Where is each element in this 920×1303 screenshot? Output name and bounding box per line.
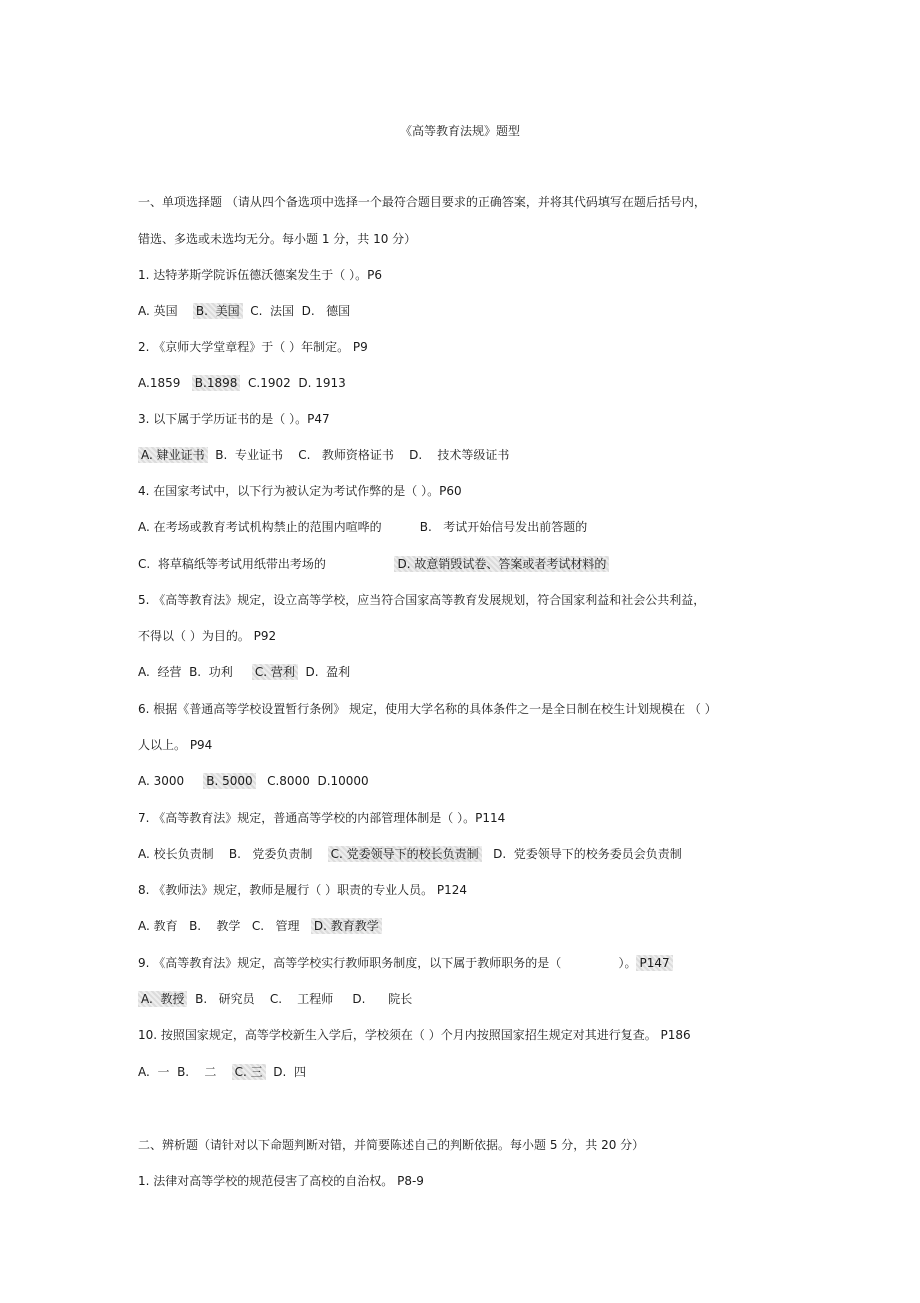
document-title: 《高等教育法规》题型 [399, 124, 520, 138]
option-text: C. 法国 D. 德国 [242, 304, 351, 318]
question-6-options [138, 773, 369, 789]
question-10-stem: 10. 按照国家规定，高等学校新生入学后，学校须在（ ）个月内按照国家招生规定对其进行复查。 P186 [138, 1028, 691, 1042]
question-4-options-line1 [138, 519, 587, 535]
question-1-stem: 1. 达特茅斯学院诉伍德沃德案发生于（ ）。P6 [138, 268, 382, 282]
option-text: A. 在考场或教育考试机构禁止的范围内喧哗的 B. 考试开始信号发出前答题的 [138, 520, 588, 534]
question-6-stem-line2: 人以上。 P94 [138, 738, 213, 752]
question-7-options [138, 846, 682, 862]
option-text: C.1902 D. 1913 [240, 376, 346, 390]
question-3-stem: 3. 以下属于学历证书的是（ ）。P47 [138, 412, 330, 426]
answer-highlight: C. 三 [232, 1064, 266, 1080]
answer-highlight: D. 教育教学 [311, 918, 382, 934]
option-text: A. 教育 B. 教学 C. 管理 [138, 919, 311, 933]
answer-highlight: P147 [636, 955, 672, 971]
section2-heading: 二、辨析题（请针对以下命题判断对错，并简要陈述自己的判断依据。每小题 5 分，共 20 分） [138, 1138, 645, 1152]
question-4-options-line2 [138, 556, 609, 572]
option-text: D. 盈利 [297, 665, 351, 679]
option-text: A. 英国 [138, 304, 193, 318]
answer-highlight: A. 肄业证书 [138, 447, 208, 463]
option-text: C.8000 D.10000 [255, 774, 369, 788]
option-text: C. 将草稿纸等考试用纸带出考场的 [138, 557, 395, 571]
question-5-options [138, 664, 350, 680]
answer-highlight: B.1898 [192, 375, 241, 391]
question-7-stem: 7. 《高等教育法》规定，普通高等学校的内部管理体制是（ ）。P114 [138, 811, 506, 825]
question-9-stem [138, 955, 673, 971]
option-text: B. 研究员 C. 工程师 D. 院长 [187, 992, 413, 1006]
option-text: A. 经营 B. 功利 [138, 665, 252, 679]
option-text: A. 一 B. 二 [138, 1065, 232, 1079]
answer-highlight: B. 5000 [203, 773, 255, 789]
question-6-stem-line1: 6. 根据《普通高等学校设置暂行条例》 规定，使用大学名称的具体条件之一是全日制在校生计划规模在 （ ） [138, 702, 717, 716]
question-3-options [138, 447, 509, 463]
option-text: D. 四 [265, 1065, 306, 1079]
option-text: A. 3000 [138, 774, 204, 788]
answer-highlight: A. 教授 [138, 991, 187, 1007]
question-2-options [138, 375, 346, 391]
answer-highlight: C. 营利 [252, 664, 298, 680]
question-8-stem: 8. 《教师法》规定，教师是履行（ ）职责的专业人员。 P124 [138, 883, 468, 897]
option-text: D. 党委领导下的校务委员会负责制 [481, 847, 682, 861]
stem-text: 9. 《高等教育法》规定，高等学校实行教师职务制度，以下属于教师职务的是（ ）。 [138, 956, 637, 970]
question-5-stem-line1: 5. 《高等教育法》规定，设立高等学校，应当符合国家高等教育发展规划，符合国家利益和社会公共利益， [138, 593, 706, 607]
question-8-options [138, 918, 382, 934]
question-4-stem: 4. 在国家考试中，以下行为被认定为考试作弊的是（ ）。P60 [138, 484, 462, 498]
question-5-stem-line2: 不得以（ ）为目的。 P92 [138, 629, 277, 643]
option-text: A.1859 [138, 376, 192, 390]
option-text: B. 专业证书 C. 教师资格证书 D. 技术等级证书 [207, 448, 510, 462]
question-2-stem: 2. 《京师大学堂章程》于（ ）年制定。 P9 [138, 340, 368, 354]
section2-question-1: 1. 法律对高等学校的规范侵害了高校的自治权。 P8-9 [138, 1174, 424, 1188]
answer-highlight: D. 故意销毁试卷、答案或者考试材料的 [394, 556, 609, 572]
answer-highlight: C. 党委领导下的校长负责制 [328, 846, 482, 862]
question-10-options [138, 1064, 306, 1080]
section1-heading-line2: 错选、多选或未选均无分。每小题 1 分，共 10 分） [138, 232, 417, 246]
question-9-options [138, 991, 412, 1007]
option-text: A. 校长负责制 B. 党委负责制 [138, 847, 328, 861]
answer-highlight: B. 美国 [193, 303, 243, 319]
section1-heading-line1: 一、单项选择题 （请从四个备选项中选择一个最符合题目要求的正确答案，并将其代码填写在题后括号内， [138, 195, 706, 209]
question-1-options [138, 303, 350, 319]
